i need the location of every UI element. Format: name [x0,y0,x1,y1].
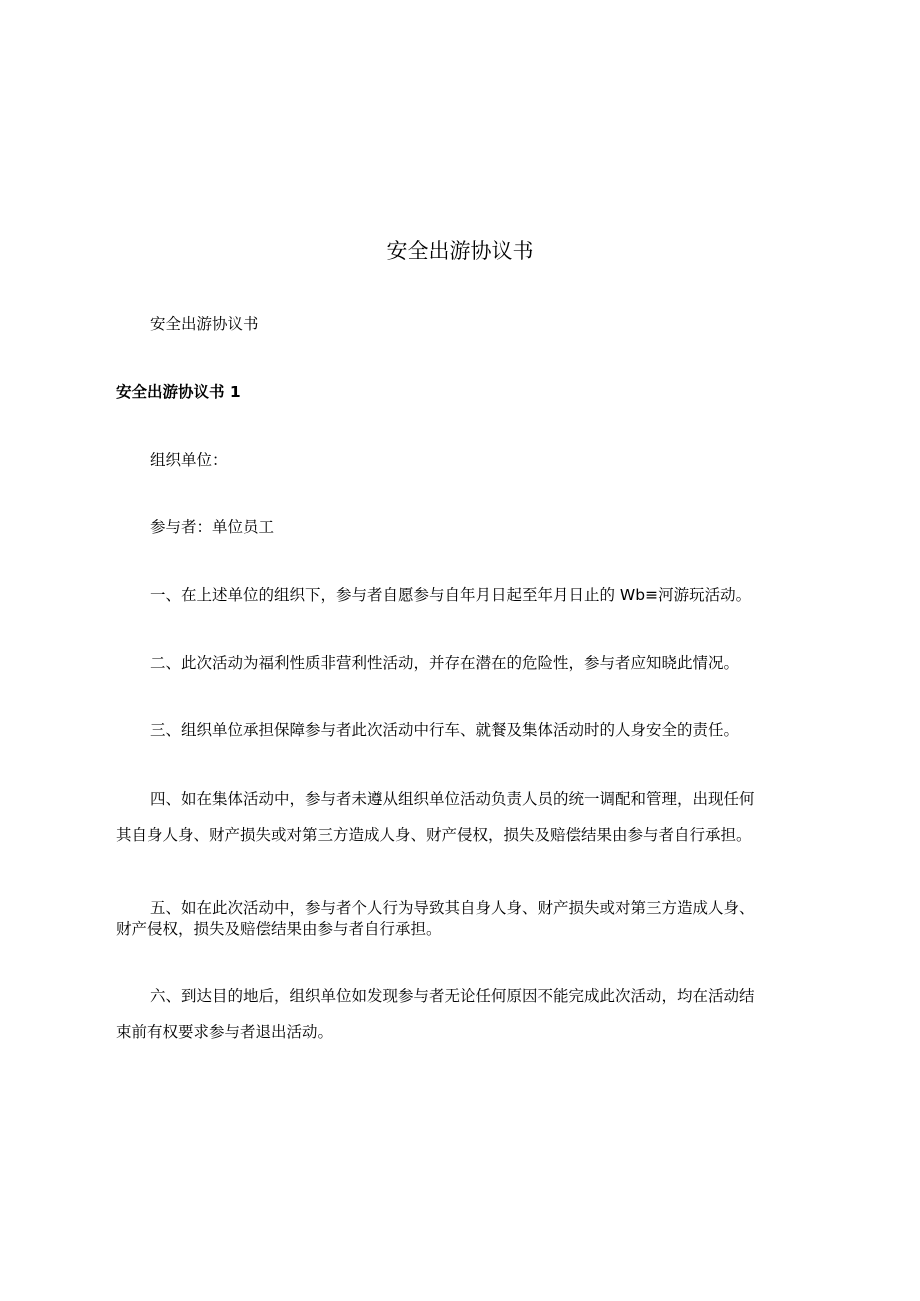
clause-4-line-2: 其自身人身、财产损失或对第三方造成人身、财产侵权，损失及赔偿结果由参与者自行承担。 [116,826,752,844]
clause-6-line-1: 六、到达目的地后，组织单位如发现参与者无论任何原因不能完成此次活动，均在活动结 [150,987,755,1005]
document-title: 安全出游协议书 [386,239,534,263]
clause-3: 三、组织单位承担保障参与者此次活动中行车、就餐及集体活动时的人身安全的责任。 [150,721,740,739]
clause-4-line-1: 四、如在集体活动中，参与者未遵从组织单位活动负责人员的统一调配和管理，出现任何 [150,790,755,808]
clause-5-line-2: 财产侵权，损失及赔偿结果由参与者自行承担。 [116,920,442,938]
section-heading: 安全出游协议书 1 [116,383,241,401]
document-subtitle: 安全出游协议书 [150,315,259,333]
clause-6-line-2: 束前有权要求参与者退出活动。 [116,1023,334,1041]
clause-1: 一、在上述单位的组织下，参与者自愿参与自年月日起至年月日止的 Wb≡河游玩活动。 [150,586,752,604]
clause-5-line-1: 五、如在此次活动中，参与者个人行为导致其自身人身、财产损失或对第三方造成人身、 [150,899,755,917]
organizer-label: 组织单位： [150,451,228,469]
clause-2: 二、此次活动为福利性质非营利性活动，并存在潜在的危险性，参与者应知晓此情况。 [150,654,740,672]
participant-line: 参与者：单位员工 [150,518,275,536]
